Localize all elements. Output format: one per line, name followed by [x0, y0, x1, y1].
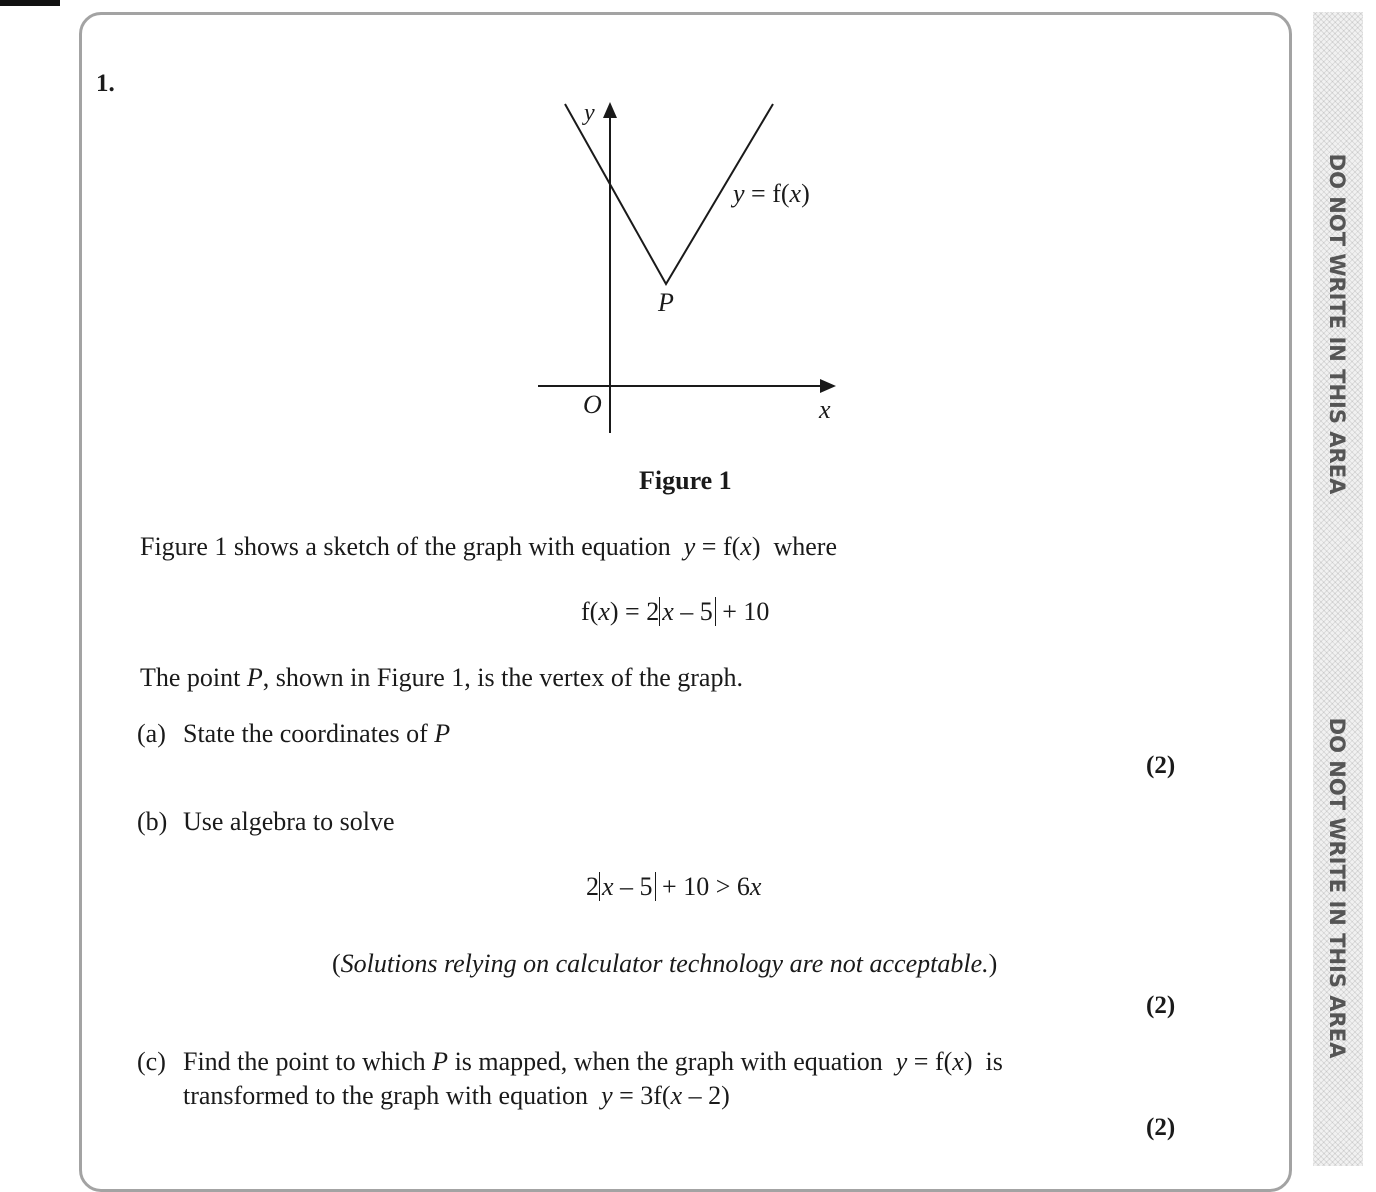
abs-value-group: x – 5 — [599, 872, 656, 901]
inequality: 2 x – 5 + 10 > 6x — [586, 872, 762, 901]
figure-caption: Figure 1 — [639, 466, 732, 495]
figure-1-sketch — [0, 0, 1376, 520]
part-a-text: State the coordinates of P — [183, 719, 451, 748]
x-axis-arrow — [820, 379, 836, 393]
vertex-label: P — [658, 288, 674, 317]
intro-text: Figure 1 shows a sketch of the graph with equation y = f(x) where — [140, 532, 837, 561]
curve-label: y = f(x) — [733, 179, 810, 208]
vertex-statement: The point P, shown in Figure 1, is the vertex of the graph. — [140, 663, 743, 692]
calculator-note: (Solutions relying on calculator technology are not acceptable.) — [332, 949, 998, 978]
part-b-marks: (2) — [1146, 992, 1176, 1019]
question-number: 1. — [96, 70, 115, 97]
margin-warning-top: DO NOT WRITE IN THIS AREA — [1325, 153, 1349, 495]
part-b-label: (b) — [137, 807, 168, 836]
function-definition: f(x) = 2 x – 5 + 10 — [581, 597, 770, 626]
part-c-marks: (2) — [1146, 1114, 1176, 1141]
origin-label: O — [583, 390, 602, 419]
part-b-text: Use algebra to solve — [183, 807, 395, 836]
part-a-label: (a) — [137, 719, 166, 748]
part-c-line-1: Find the point to which P is mapped, when the graph with equation y = f(x) is — [183, 1047, 1003, 1076]
part-c-label: (c) — [137, 1047, 166, 1076]
y-axis-arrow — [603, 102, 617, 118]
y-axis-label: y — [584, 100, 595, 126]
part-a-marks: (2) — [1146, 752, 1176, 779]
part-c-line-2: transformed to the graph with equation y = 3f(x – 2) — [183, 1081, 730, 1110]
x-axis-label: x — [819, 395, 831, 424]
abs-value-group: x – 5 — [659, 597, 716, 626]
margin-warning-bottom: DO NOT WRITE IN THIS AREA — [1325, 717, 1349, 1059]
